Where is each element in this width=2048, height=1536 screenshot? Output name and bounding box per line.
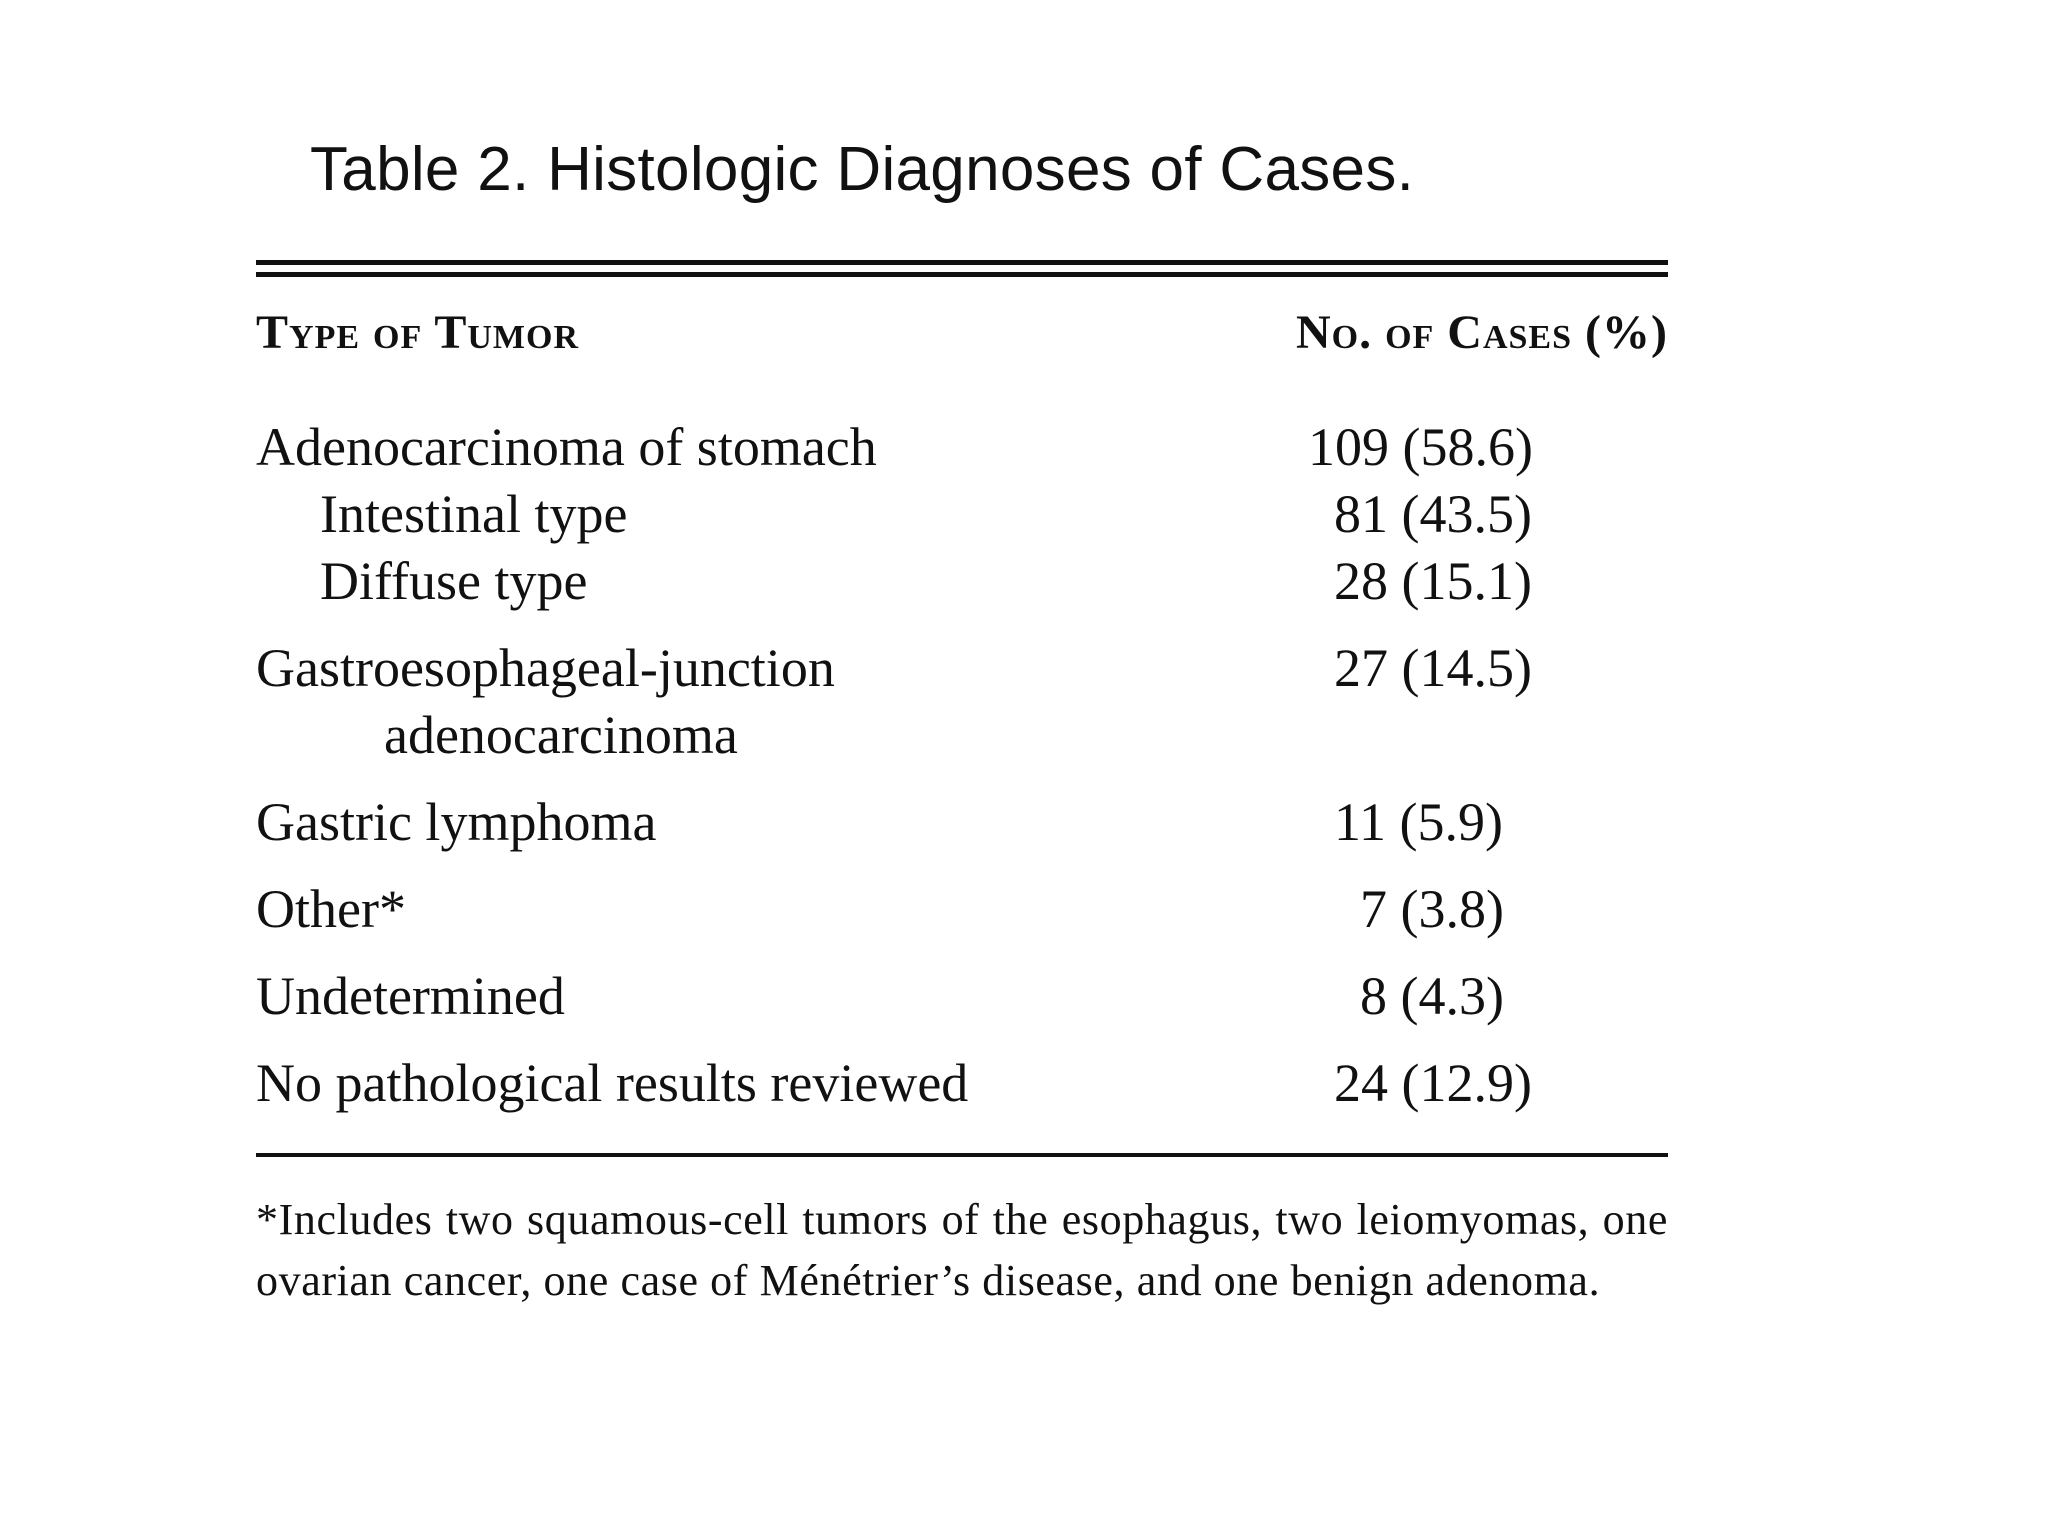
row-value: 81 (43.5)	[1334, 484, 1532, 544]
table-container	[256, 130, 1668, 1311]
table-footnote: *Includes two squamous-cell tumors of the esophagus, two leiomyomas, one ovarian cancer, one case of Ménétrier’s disease, and one benign adenoma.	[256, 1195, 1668, 1305]
top-double-rule	[256, 260, 1668, 277]
row-value: 28 (15.1)	[1334, 551, 1532, 611]
table-row	[256, 548, 1668, 615]
row-value: 8 (4.3)	[1360, 966, 1504, 1026]
table-title: Table 2. Histologic Diagnoses of Cases.	[310, 135, 1415, 204]
row-value: 109 (58.6)	[1308, 417, 1533, 477]
column-header-cases: No. of Cases (%)	[1295, 306, 1668, 359]
column-header-row	[256, 305, 1668, 360]
table-body	[256, 414, 1668, 1117]
table-row	[256, 481, 1668, 548]
row-label: Other*	[256, 879, 406, 939]
row-value: 7 (3.8)	[1360, 879, 1504, 939]
row-label: Adenocarcinoma of stomach	[256, 417, 877, 477]
table-row	[256, 414, 1668, 481]
row-label-line2: adenocarcinoma	[384, 705, 738, 765]
row-label: No pathological results reviewed	[256, 1053, 969, 1113]
row-label	[256, 635, 835, 769]
table-row	[256, 1050, 1668, 1117]
row-value: 11 (5.9)	[1334, 792, 1503, 852]
row-label: Intestinal type	[320, 484, 628, 544]
bottom-rule	[256, 1153, 1668, 1157]
row-label-line1: Gastroesophageal-junction	[256, 638, 835, 698]
row-value: 27 (14.5)	[1334, 638, 1532, 698]
table-row	[256, 635, 1668, 769]
column-header-type: Type of Tumor	[256, 306, 580, 359]
row-value: 24 (12.9)	[1334, 1053, 1532, 1113]
table-row	[256, 789, 1668, 856]
row-label: Undetermined	[256, 966, 565, 1026]
table-row	[256, 876, 1668, 943]
row-label: Diffuse type	[320, 551, 588, 611]
row-label: Gastric lymphoma	[256, 792, 657, 852]
table-row	[256, 963, 1668, 1030]
